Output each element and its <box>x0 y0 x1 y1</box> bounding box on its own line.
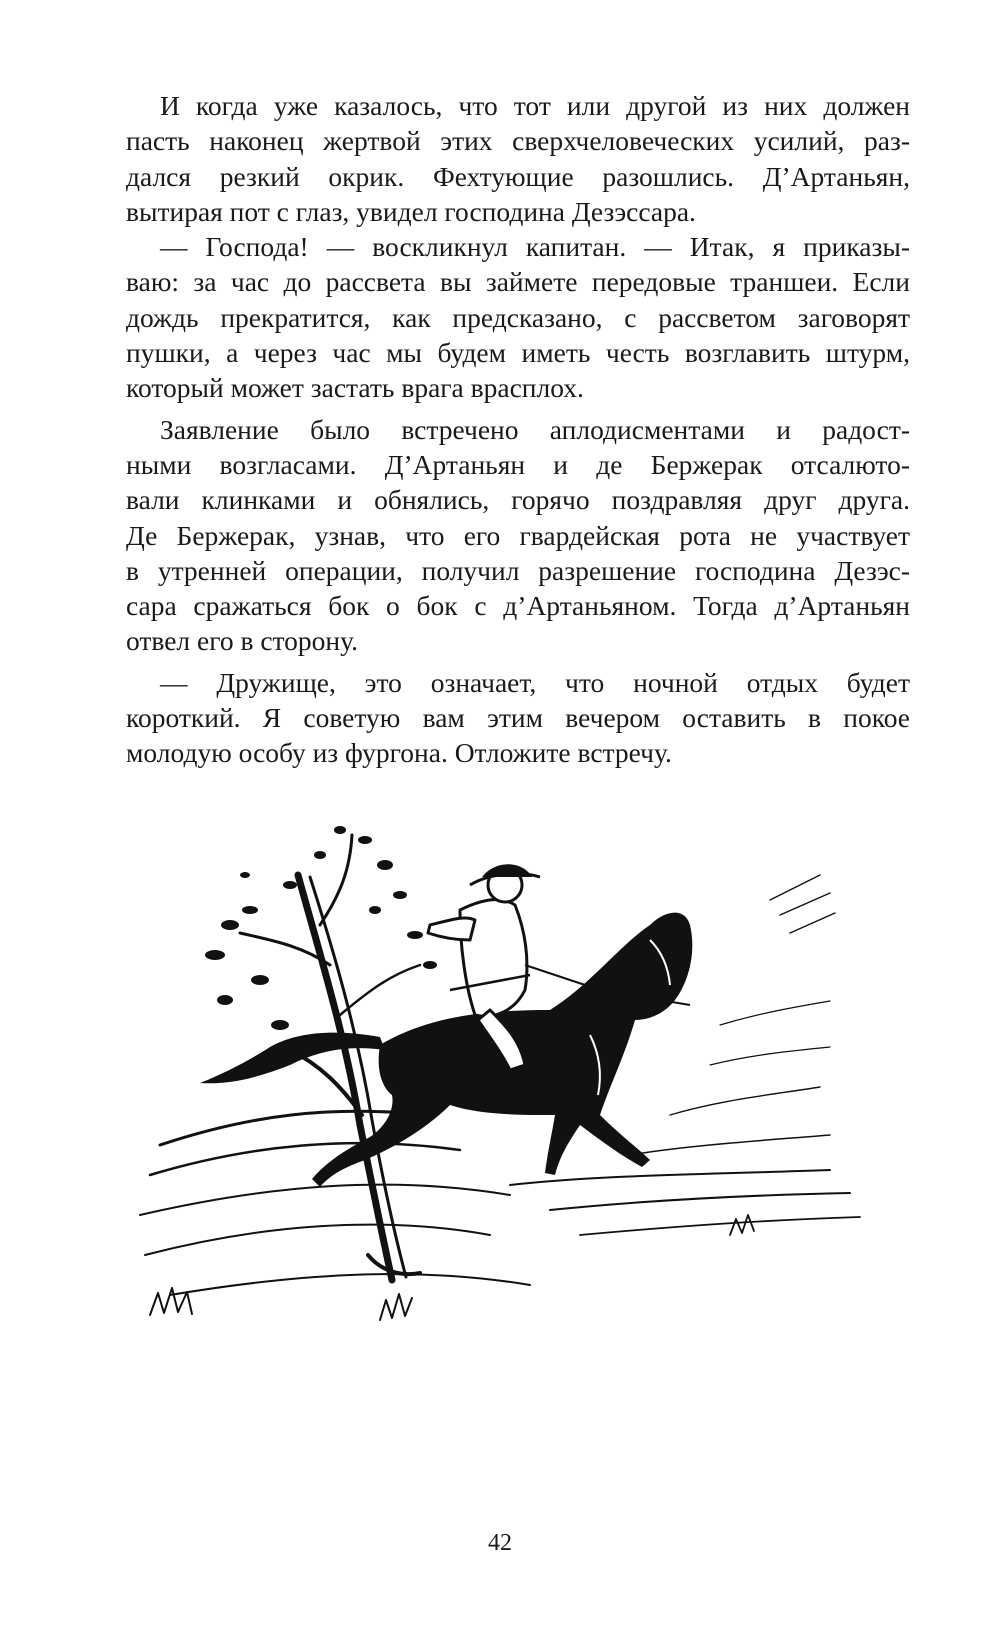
text-line: в утренней операции, получил разрешение господина Дезэс- <box>126 554 910 586</box>
text-line: ваю: за час до рассвета вы займете передовые траншеи. Если <box>126 266 910 298</box>
text-line: молодую особу из фургона. Отложите встречу. <box>126 737 672 769</box>
paragraph <box>126 665 910 771</box>
text-line: короткий. Я советую вам этим вечером оставить в покое <box>126 702 910 734</box>
paragraph <box>126 412 910 659</box>
text-line: ными возгласами. Д’Артаньян и де Бержерак отсалюто- <box>126 448 910 480</box>
text-line: дался резкий окрик. Фехтующие разошлись. Д’Артаньян, <box>126 160 910 192</box>
text-line: пасть наконец жертвой этих сверхчеловеческих усилий, раз- <box>126 125 910 157</box>
text-line: Де Бержерак, узнав, что его гвардейская рота не участвует <box>126 519 910 551</box>
text-line: дождь прекратится, как предсказано, с рассветом заговорят <box>126 301 910 333</box>
body-text <box>126 88 910 771</box>
paragraph <box>126 229 910 405</box>
text-line: отвел его в сторону. <box>126 625 359 657</box>
text-line: вытирая пот с глаз, увидел господина Дезэссара. <box>126 195 696 227</box>
text-line: — Дружище, это означает, что ночной отдых будет <box>160 666 910 698</box>
page-number: 42 <box>488 1530 512 1556</box>
text-line: Заявление было встречено аплодисментами и радост- <box>160 413 910 445</box>
text-line: — Господа! — воскликнул капитан. — Итак, я приказы- <box>160 231 910 263</box>
rider-illustration <box>130 815 870 1345</box>
text-line: И когда уже казалось, что тот или другой из них должен <box>160 90 910 121</box>
paragraph <box>126 88 910 229</box>
text-line: сара сражаться бок о бок с д’Артаньяном. Тогда д’Артаньян <box>126 590 910 622</box>
text-line: который может застать врага врасплох. <box>126 372 584 404</box>
text-line: вали клинками и обнялись, горячо поздравляя друг друга. <box>126 484 910 516</box>
text-line: пушки, а через час мы будем иметь честь возглавить штурм, <box>126 337 910 369</box>
rider-on-galloping-horse-icon <box>130 815 870 1345</box>
